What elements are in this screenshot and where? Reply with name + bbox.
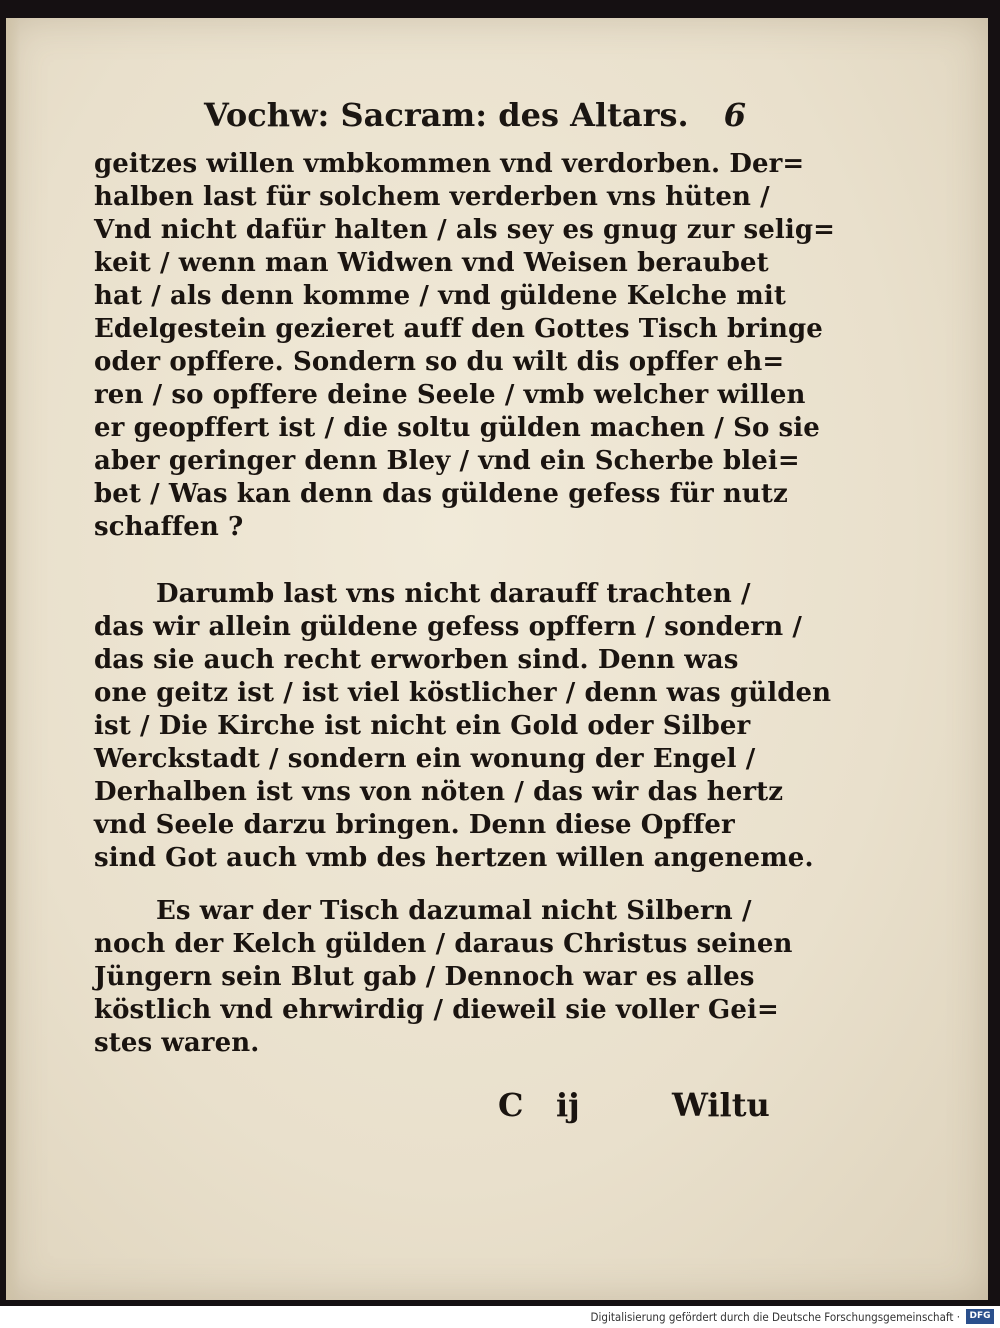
text-line: Darumb last vns nicht darauff trachten / <box>156 579 751 609</box>
text-line: keit / wenn man Widwen vnd Weisen beraubet <box>94 248 769 278</box>
text-line: vnd Seele darzu bringen. Denn diese Opffer <box>94 810 735 840</box>
text-line: Jüngern sein Blut gab / Dennoch war es alles <box>94 962 755 992</box>
text-line: Vnd nicht dafür halten / als sey es gnug zur selig= <box>94 215 836 245</box>
signature-mark: C <box>498 1086 524 1124</box>
dfg-logo: DFG <box>966 1309 994 1324</box>
folio-number: 6 <box>723 96 746 134</box>
catchword: Wiltu <box>672 1086 770 1124</box>
text-line: noch der Kelch gülden / daraus Christus seinen <box>94 929 793 959</box>
text-line: ren / so opffere deine Seele / vmb welcher willen <box>94 380 806 410</box>
text-line: one geitz ist / ist viel köstlicher / denn was gülden <box>94 678 832 708</box>
text-line: halben last für solchem verderben vns hüten / <box>94 182 770 212</box>
paragraph-1 <box>94 148 836 544</box>
text-line: Es war der Tisch dazumal nicht Silbern / <box>156 896 752 926</box>
text-line: Edelgestein gezieret auff den Gottes Tisch bringe <box>94 314 823 344</box>
text-line: schaffen ? <box>94 512 244 542</box>
funding-credit: Digitalisierung gefördert durch die Deutsche Forschungsgemeinschaft · <box>590 1310 960 1324</box>
page-edge-shading <box>6 18 20 1300</box>
text-line: sind Got auch vmb des hertzen willen angeneme. <box>94 843 814 873</box>
text-line: geitzes willen vmbkommen vnd verdorben. Der= <box>94 149 805 179</box>
signature-number: ij <box>556 1086 580 1124</box>
paragraph-3 <box>94 895 793 1060</box>
text-line: er geopffert ist / die soltu gülden machen / So sie <box>94 413 820 443</box>
text-line: hat / als denn komme / vnd güldene Kelche mit <box>94 281 786 311</box>
text-line: köstlich vnd ehrwirdig / dieweil sie voller Gei= <box>94 995 779 1025</box>
text-line: Werckstadt / sondern ein wonung der Engel / <box>94 744 756 774</box>
text-line: ist / Die Kirche ist nicht ein Gold oder Silber <box>94 711 751 741</box>
page-footer <box>498 1086 768 1130</box>
text-line: aber geringer denn Bley / vnd ein Scherbe blei= <box>94 446 800 476</box>
text-line: bet / Was kan denn das güldene gefess für nutz <box>94 479 788 509</box>
text-line: oder opffere. Sondern so du wilt dis opffer eh= <box>94 347 785 377</box>
text-line: Derhalben ist vns von nöten / das wir das hertz <box>94 777 784 807</box>
text-line: das wir allein güldene gefess opffern / sondern / <box>94 612 802 642</box>
running-head <box>204 96 764 136</box>
text-line: das sie auch recht erworben sind. Denn was <box>94 645 739 675</box>
running-title: Vochw: Sacram: des Altars. <box>204 96 689 134</box>
text-line: stes waren. <box>94 1028 260 1058</box>
paragraph-2 <box>94 578 832 875</box>
book-page <box>6 18 988 1300</box>
credit-bar <box>0 1306 1000 1328</box>
